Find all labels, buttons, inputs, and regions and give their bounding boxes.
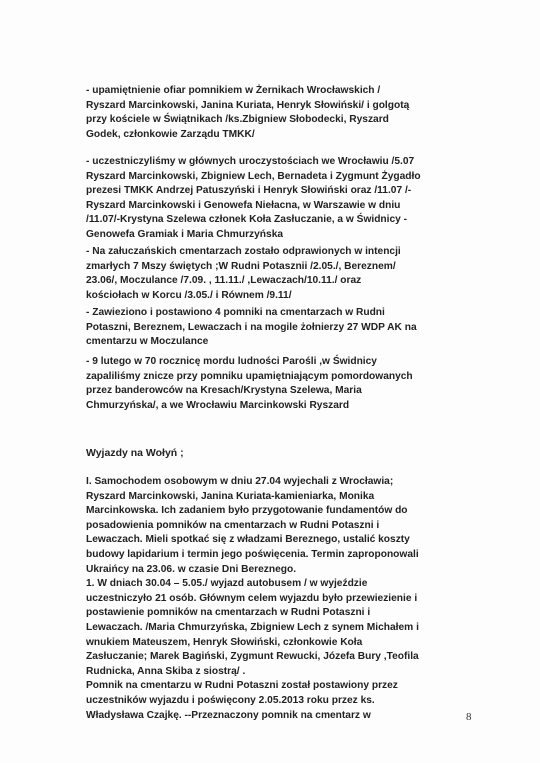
paragraph-ceremonies	[86, 155, 478, 243]
text-line: Rudnicka, Anna Skiba z siostrą/ .	[86, 665, 246, 677]
paragraph-parosla	[86, 355, 478, 413]
paragraph-memorial	[86, 84, 478, 142]
text-line: kościołach w Korcu /3.05./ i Równem /9.11/	[86, 289, 292, 301]
text-line: 1. W dniach 30.04 – 5.05./ wyjazd autobusem / w wyjeździe	[86, 578, 368, 590]
text-line: Lewaczach. /Maria Chmurzyńska, Zbigniew Lech z synem Michałem i	[86, 621, 419, 633]
text-line: budowy lapidarium i termin jego poświęcenia. Termin zaproponowali	[86, 548, 419, 560]
paragraph-trips	[86, 475, 478, 723]
paragraph-monuments	[86, 306, 478, 350]
text-line: - uczestniczyliśmy w głównych uroczystościach we Wrocławiu /5.07	[86, 156, 415, 167]
text-line: Potaszni, Bereznem, Lewaczach i na mogile żołnierzy 27 WDP AK na	[86, 321, 417, 333]
text-line: zapaliliśmy znicze przy pomniku upamiętniającym pomordowanych	[86, 370, 413, 382]
text-line: 23.06/, Moczulance /7.09. , 11.11./ ,Lewaczach/10.11./ oraz	[86, 275, 362, 287]
text-line: uczestników wyjazdu i poświęcony 2.05.2013 roku przez ks.	[86, 694, 375, 706]
text-line: Chmurzyńska/, a we Wrocławiu Marcinkowski Ryszard	[86, 399, 350, 411]
page-number: 8	[466, 711, 472, 723]
text-line: - 9 lutego w 70 rocznicę mordu ludności Parośli ,w Świdnicy	[86, 356, 377, 367]
text-line: zmarłych 7 Mszy świętych ;W Rudni Potasznii /2.05./, Bereznem/	[86, 260, 396, 272]
text-line: wnukiem Mateuszem, Henryk Słowiński, członkowie Koła	[86, 636, 363, 648]
text-line: /11.07/-Krystyna Szelewa członek Koła Zasłuczanie, a w Świdnicy -	[86, 214, 408, 226]
text-line: Ryszard Marcinkowski i Genowefa Niełacna, w Warszawie w dniu	[86, 199, 401, 211]
text-line: postawienie pomników na cmentarzach w Rudni Potaszni i	[86, 607, 371, 619]
text-line: cmentarzu w Moczulance	[86, 336, 209, 348]
text-line: uczestniczyło 21 osób. Głównym celem wyjazdu było przewiezienie i	[86, 592, 418, 604]
text-line: Władysława Czajkę. --Przeznaczony pomnik na cmentarz w	[86, 709, 371, 721]
text-line: Zasłuczanie; Marek Bagiński, Zygmunt Rewucki, Józefa Bury ,Teofila	[86, 651, 419, 663]
text-line: - upamiętnienie ofiar pomnikiem w Żernikach Wrocławskich /	[86, 85, 381, 96]
text-line: Ukraińcy na 23.06. w czasie Dni Bereznego.	[86, 563, 297, 575]
text-line: Ryszard Marcinkowski, Zbigniew Lech, Bernadeta i Zygmunt Żygadło	[86, 170, 421, 182]
text-line: Ryszard Marcinkowski, Janina Kuriata, Henryk Słowiński/ i golgotą	[86, 99, 410, 111]
text-line: Marcinkowska. Ich zadaniem było przygotowanie fundamentów do	[86, 505, 408, 517]
text-line: Ryszard Marcinkowski, Janina Kuriata-kamieniarka, Monika	[86, 490, 375, 502]
text-line: przez banderowców na Kresach/Krystyna Szelewa, Maria	[86, 385, 362, 397]
text-line: Lewaczach. Mieli spotkać się z władzami Bereznego, ustalić koszty	[86, 534, 410, 546]
text-line: przy kościele w Świątnikach /ks.Zbigniew Słobodecki, Ryszard	[86, 114, 389, 126]
paragraph-masses	[86, 245, 478, 303]
text-line: - Na załuczańskich cmentarzach zostało odprawionych w intencji	[86, 246, 401, 257]
text-line: posadowienia pomników na cmentarzach w Rudni Potaszni i	[86, 519, 380, 531]
text-line: Godek, członkowie Zarządu TMKK/	[86, 128, 255, 140]
text-line: - Zawieziono i postawiono 4 pomniki na cmentarzach w Rudni	[86, 307, 385, 318]
text-line: prezesi TMKK Andrzej Patuszyński i Henryk Słowiński oraz /11.07 /-	[86, 185, 412, 197]
section-heading: Wyjazdy na Wołyń ;	[86, 447, 184, 459]
text-line: Pomnik na cmentarzu w Rudni Potaszni został postawiony przez	[86, 680, 398, 692]
text-line: I. Samochodem osobowym w dniu 27.04 wyjechali z Wrocławia;	[86, 476, 394, 487]
text-line: Genowefa Gramiak i Maria Chmurzyńska	[86, 228, 284, 240]
